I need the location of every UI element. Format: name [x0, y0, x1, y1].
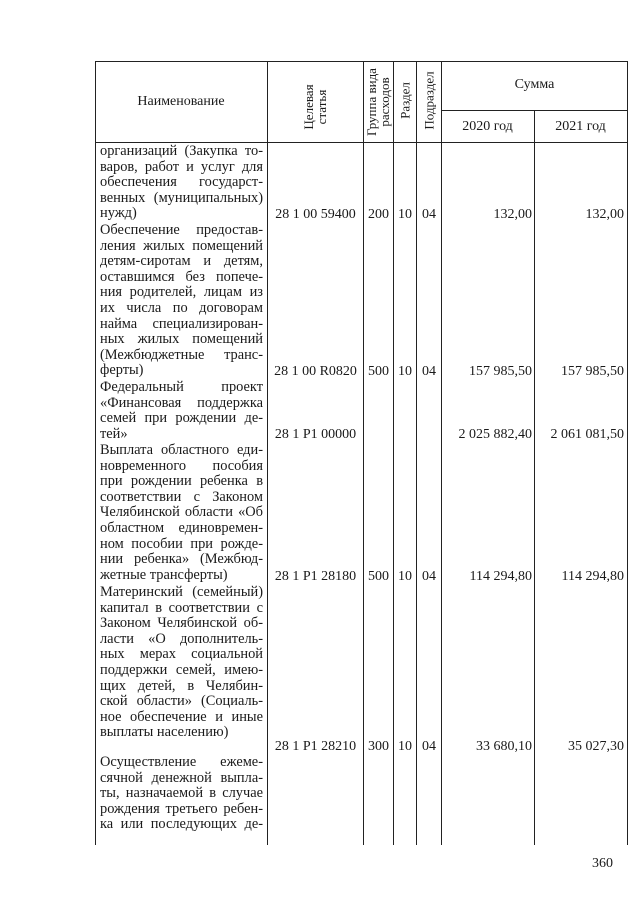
row-name: Выплата областного еди- новременного пособия при рождении ребенка в соответствии с Законом Челябинской области «Об областном единовремен- ном пособии при рожде- нии ребенка» (Межбюд- жетные трансферты)	[100, 442, 263, 583]
row-sum-2020: 33 680,10	[476, 739, 532, 754]
header-sum: Сумма	[514, 77, 555, 92]
table-border-left	[95, 61, 96, 845]
row-section: 10	[398, 739, 412, 754]
column-rule	[416, 61, 417, 845]
row-sum-2021: 2 061 081,50	[550, 427, 624, 442]
row-expense-group: 500	[368, 569, 389, 584]
row-name: организаций (Закупка то- варов, работ и услуг для обеспечения государст- венных (муниципальных) нужд)	[100, 143, 263, 222]
row-section: 10	[398, 569, 412, 584]
row-name: Обеспечение предостав- ления жилых помещений детям-сиротам и детям, оставшимся без попече- ния родителей, лицам из их числа по договорам найма специализирован- ных жилых помещений (Межбюджетные транс- ферты)	[100, 222, 263, 379]
header-rule	[441, 110, 628, 111]
row-sum-2021: 157 985,50	[561, 364, 624, 379]
page-number: 360	[592, 856, 613, 871]
row-sum-2020: 132,00	[493, 207, 532, 222]
row-sum-2020: 114 294,80	[469, 569, 532, 584]
row-name: Федеральный проект «Финансовая поддержка семей при рождении де- тей»	[100, 379, 263, 442]
budget-table	[95, 61, 628, 845]
row-name: Материнский (семейный) капитал в соответствии с Законом Челябинской об- ласти «О дополнитель- ных мерах социальной поддержки семей, имею- щих детей, в Челябин- ской области» (Социаль- ное обеспечение и иные выплаты населению)	[100, 584, 263, 741]
row-target-article: 28 1 00 59400	[275, 207, 356, 222]
column-rule	[363, 61, 364, 845]
row-sum-2021: 114 294,80	[561, 569, 624, 584]
header-expense-group: Группа вида расходов	[364, 68, 392, 136]
column-rule	[267, 61, 268, 845]
row-target-article: 28 1 00 R0820	[274, 364, 357, 379]
row-target-article: 28 1 P1 28180	[274, 569, 357, 584]
row-sum-2021: 132,00	[585, 207, 624, 222]
header-section: Раздел	[397, 82, 413, 119]
table-border-top	[95, 61, 628, 62]
header-name: Наименование	[137, 94, 225, 109]
row-sum-2020: 2 025 882,40	[458, 427, 532, 442]
row-expense-group: 200	[368, 207, 389, 222]
row-subsection: 04	[422, 364, 436, 379]
row-expense-group: 300	[368, 739, 389, 754]
row-target-article: 28 1 P1 28210	[274, 739, 357, 754]
column-rule	[534, 110, 535, 845]
table-border-right	[627, 61, 628, 845]
header-year-2020: 2020 год	[462, 119, 513, 134]
row-subsection: 04	[422, 569, 436, 584]
row-section: 10	[398, 364, 412, 379]
row-subsection: 04	[422, 739, 436, 754]
row-sum-2020: 157 985,50	[469, 364, 532, 379]
column-rule	[441, 61, 442, 845]
row-name: Осуществление ежеме- сячной денежной выпла- ты, назначаемой в случае рождения третьего ребен- ка или последующих де-	[100, 754, 263, 833]
header-year-2021: 2021 год	[555, 119, 606, 134]
row-expense-group: 500	[368, 364, 389, 379]
row-section: 10	[398, 207, 412, 222]
row-sum-2021: 35 027,30	[568, 739, 624, 754]
header-subsection: Подраздел	[421, 71, 437, 130]
row-subsection: 04	[422, 207, 436, 222]
header-target-article: Целевая статья	[301, 84, 329, 130]
row-target-article: 28 1 P1 00000	[274, 427, 357, 442]
column-rule	[393, 61, 394, 845]
